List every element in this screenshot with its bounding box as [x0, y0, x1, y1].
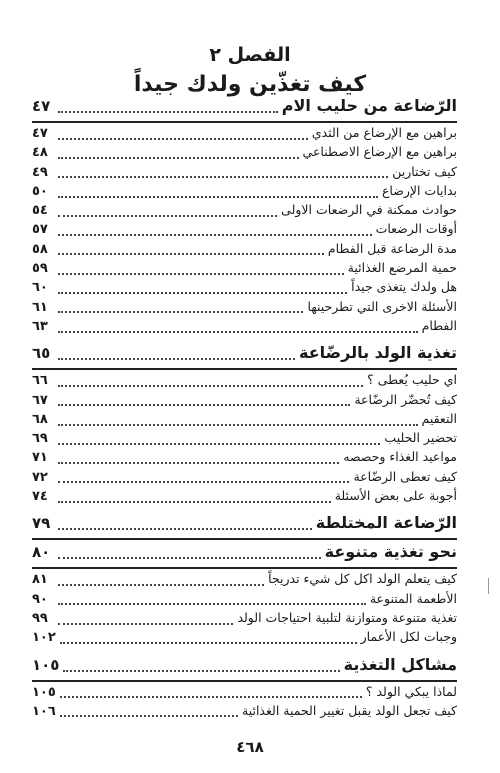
toc-entry-title: أوقات الرضعات	[375, 221, 457, 237]
dot-leader	[58, 253, 324, 255]
dot-leader	[60, 642, 357, 644]
toc-entry-title: التعقيم	[421, 410, 457, 426]
toc-entry-page: ٤٨	[32, 145, 48, 161]
toc-entry-title: مدة الرضاعة قبل الفطام	[327, 240, 457, 256]
toc-entry	[32, 221, 457, 240]
toc-entry	[32, 488, 457, 507]
toc-entry-page: ٧٩	[32, 514, 51, 533]
toc-entry	[32, 299, 457, 318]
toc-entry-page: ٦٣	[32, 318, 48, 334]
section-rule	[32, 121, 457, 123]
toc-entry-page: ٧١	[32, 450, 48, 466]
toc-entry-title: كيف تجعل الولد يقبل تغيير الحمية الغذائية	[242, 702, 457, 718]
toc-entry	[32, 684, 457, 703]
dot-leader	[58, 481, 349, 483]
dot-leader	[58, 623, 233, 625]
dot-leader	[58, 385, 363, 387]
dot-leader	[58, 196, 378, 198]
toc-entry-page: ١٠٢	[32, 630, 56, 646]
toc-section-entry	[32, 96, 457, 120]
dot-leader	[60, 696, 362, 698]
dot-leader	[58, 584, 264, 586]
section-rule	[32, 368, 457, 370]
toc-entry-title: حوادث ممكنة في الرضعات الاولى	[281, 202, 457, 218]
toc-entry-page: ٧٢	[32, 469, 48, 485]
toc-section-entry	[32, 343, 457, 367]
toc-entry-page: ٦٩	[32, 431, 48, 447]
toc-section-entry	[32, 513, 457, 537]
dot-leader	[58, 215, 277, 217]
toc-entry-page: ١٠٥	[32, 684, 56, 700]
toc-entry-page: ٦٠	[32, 280, 48, 296]
toc-entry	[32, 703, 457, 722]
toc-entry	[32, 430, 457, 449]
chapter-title: كيف تغذّين ولدك جيداً	[133, 72, 367, 97]
toc-entry-title: الرّضاعة من حليب الام	[281, 96, 457, 115]
toc-entry-title: براهين مع الإرضاع من الثدي	[311, 125, 457, 140]
toc-entry-title: تغذية الولد بالرضّاعة	[299, 343, 457, 363]
toc-entry-page: ٥٠	[32, 183, 48, 199]
dot-leader	[58, 311, 303, 313]
dot-leader	[58, 528, 312, 530]
dot-leader	[63, 670, 339, 672]
toc-entry-title: هل ولدك يتغذى جيداً	[351, 279, 457, 295]
toc-entry-title: براهين مع الإرضاع الاصطناعي	[302, 144, 457, 160]
toc-entry-page: ٤٩	[32, 164, 48, 180]
table-of-contents	[32, 96, 457, 722]
dot-leader	[58, 138, 308, 140]
toc-entry-page: ٥٤	[32, 203, 48, 219]
dot-leader	[58, 157, 299, 159]
toc-entry-title: اي حليب يُعطى ؟	[367, 372, 457, 388]
toc-entry	[32, 449, 457, 468]
toc-entry-page: ٥٧	[32, 222, 48, 238]
toc-entry-page: ١٠٦	[32, 703, 56, 719]
dot-leader	[58, 331, 418, 333]
toc-entry-title: الأطعمة المتنوعة	[369, 590, 457, 606]
toc-entry	[32, 372, 457, 391]
page-number: ٤٦٨	[236, 738, 264, 756]
toc-entry-page: ٤٧	[32, 97, 51, 115]
toc-entry	[32, 392, 457, 411]
toc-entry	[32, 591, 457, 610]
toc-entry-page: ٧٤	[32, 489, 48, 505]
toc-entry-page: ٦٧	[32, 392, 48, 408]
toc-entry-page: ٦٨	[32, 411, 48, 427]
toc-entry	[32, 202, 457, 221]
toc-entry	[32, 125, 457, 144]
toc-entry-title: تغذية متنوعة ومتوازنة لتلبية احتياجات الولد	[237, 609, 457, 625]
toc-entry-page: ٦١	[32, 299, 48, 315]
section-rule	[32, 680, 457, 682]
toc-entry-title: مشاكل التغذية	[343, 654, 457, 674]
dot-leader	[58, 501, 331, 503]
toc-entry-page: ٤٧	[32, 126, 48, 141]
toc-entry-title: كيف يتعلم الولد اكل كل شيء تدريجاً	[268, 571, 457, 587]
dot-leader	[58, 176, 388, 178]
toc-entry-title: الرّضاعة المختلطة	[315, 513, 457, 533]
toc-entry	[32, 183, 457, 202]
dot-leader	[58, 358, 295, 360]
toc-entry	[32, 279, 457, 298]
toc-entry-title: وجبات لكل الأعمار	[360, 629, 457, 645]
toc-entry-page: ٨٠	[32, 543, 51, 562]
toc-entry	[32, 318, 457, 337]
toc-entry-title: الفطام	[421, 317, 457, 333]
toc-entry	[32, 411, 457, 430]
toc-entry-title: بدايات الإرضاع	[381, 182, 457, 198]
section-rule	[32, 538, 457, 540]
toc-entry-page: ٥٩	[32, 261, 48, 277]
toc-entry-title: لماذا يبكي الولد ؟	[365, 683, 457, 699]
dot-leader	[58, 603, 366, 605]
toc-entry-title: حمية المرضع الغذائية	[347, 260, 457, 276]
toc-entry-page: ١٠٥	[32, 655, 60, 674]
dot-leader	[58, 234, 372, 236]
toc-entry-title: مواعيد الغذاء وحصصه	[343, 449, 457, 465]
toc-section-entry	[32, 542, 457, 566]
dot-leader	[58, 273, 344, 275]
toc-entry-page: ٨١	[32, 572, 48, 588]
dot-leader	[58, 404, 350, 406]
dot-leader	[58, 111, 278, 113]
toc-entry	[32, 164, 457, 183]
dot-leader	[58, 424, 418, 426]
margin-mark	[488, 578, 495, 594]
toc-entry	[32, 571, 457, 590]
dot-leader	[60, 715, 238, 717]
toc-entry-title: نحو تغذية متنوعة	[324, 542, 457, 562]
toc-entry-page: ٥٨	[32, 241, 48, 257]
toc-entry	[32, 629, 457, 648]
toc-entry	[32, 241, 457, 260]
toc-entry	[32, 144, 457, 163]
toc-entry-title: أجوبة على بعض الأسئلة	[334, 488, 457, 504]
toc-entry	[32, 469, 457, 488]
dot-leader	[58, 292, 347, 294]
toc-entry-page: ٩٠	[32, 591, 48, 607]
toc-entry-title: تحضير الحليب	[384, 430, 457, 446]
toc-entry	[32, 260, 457, 279]
toc-entry	[32, 610, 457, 629]
chapter-heading: الفصل ٢	[209, 44, 291, 66]
toc-entry-title: كيف تعطى الرضّاعة	[353, 468, 457, 484]
toc-entry-title: الأسئلة الاخرى التي تطرحينها	[307, 298, 457, 314]
toc-entry-title: كيف تُحضّر الرضّاعة	[354, 391, 457, 407]
toc-entry-page: ٩٩	[32, 610, 48, 626]
dot-leader	[58, 557, 321, 559]
dot-leader	[58, 443, 380, 445]
toc-entry-title: كيف تختارين	[392, 163, 457, 179]
toc-entry-page: ٦٥	[32, 344, 51, 363]
toc-section-entry	[32, 655, 457, 679]
section-rule	[32, 567, 457, 569]
dot-leader	[58, 462, 339, 464]
toc-entry-page: ٦٦	[32, 373, 48, 389]
